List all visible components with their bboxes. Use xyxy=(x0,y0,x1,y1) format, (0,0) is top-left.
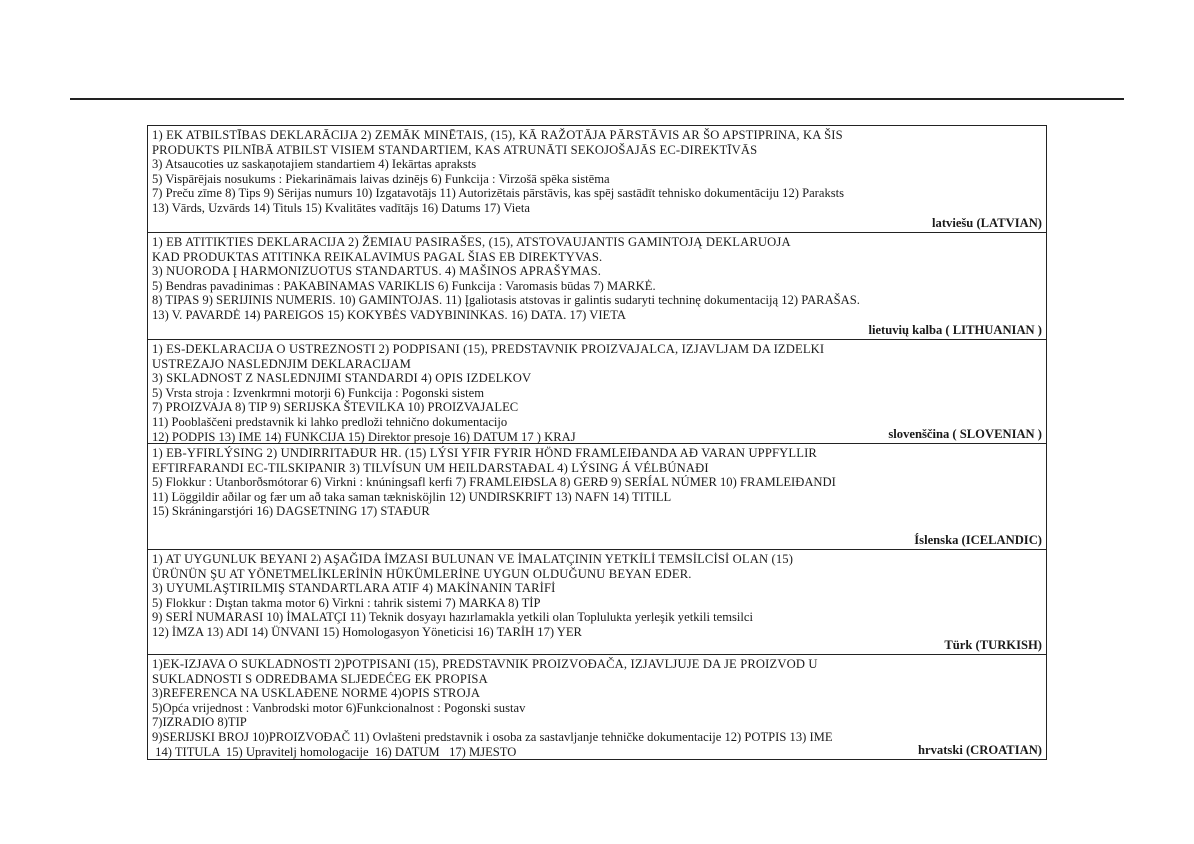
declaration-block-icelandic xyxy=(148,443,1046,549)
declaration-line: 12) İMZA 13) ADI 14) ÜNVANI 15) Homologasyon Yöneticisi 16) TARİH 17) YER xyxy=(152,624,582,639)
declaration-line: 3) Atsaucoties uz saskaņotajiem standartiem 4) Iekārtas apraksts xyxy=(152,157,477,172)
declaration-line: 1) ES-DEKLARACIJA O USTREZNOSTI 2) PODPISANI (15), PREDSTAVNIK PROIZVAJALCA, IZJAVLJAM DA IZDELKI xyxy=(152,342,825,356)
declaration-line: 7)IZRADIO 8)TIP xyxy=(152,715,247,730)
declaration-line: 1) AT UYGUNLUK BEYANI 2) AŞAĞIDA İMZASI BULUNAN VE İMALATÇININ YETKİLİ TEMSİLCİSİ OLAN (15) xyxy=(152,552,794,566)
declaration-block-latvian xyxy=(148,126,1046,232)
language-label: hrvatski (CROATIAN) xyxy=(918,743,1042,758)
declaration-block-croatian xyxy=(148,654,1046,759)
declaration-line: KAD PRODUKTAS ATITINKA REIKALAVIMUS PAGAL ŠIAS EB DIREKTYVAS. xyxy=(152,249,603,264)
declaration-line: 3)REFERENCA NA USKLAĐENE NORME 4)OPIS STROJA xyxy=(152,686,481,701)
language-label: latviešu (LATVIAN) xyxy=(932,216,1042,231)
declaration-block-slovenian xyxy=(148,339,1046,443)
declaration-line: 5) Bendras pavadinimas : PAKABINAMAS VARIKLIS 6) Funkcija : Varomasis būdas 7) MARKĖ. xyxy=(152,278,656,293)
declaration-line: 12) PODPIS 13) IME 14) FUNKCIJA 15) Direktor presoje 16) DATUM 17 ) KRAJ xyxy=(152,429,576,444)
declaration-line: USTREZAJO NASLEDNJIM DEKLARACIJAM xyxy=(152,356,411,371)
declaration-block-turkish xyxy=(148,549,1046,654)
declaration-line: 8) TIPAS 9) SERIJINIS NUMERIS. 10) GAMINTOJAS. 11) Įgaliotasis atstovas ir galintis sudaryti techninę dokumentaciją 12) PARAŠAS. xyxy=(152,293,860,308)
language-label: slovenščina ( SLOVENIAN ) xyxy=(888,427,1042,442)
declaration-line: 5) Flokkur : Utanborðsmótorar 6) Virkni : knúningsafl kerfi 7) FRAMLEIÐSLA 8) GERÐ 9) SERÍAL NÚMER 10) FRAMLEIÐANDI xyxy=(152,475,836,490)
declaration-line: 15) Skráningarstjóri 16) DAGSETNING 17) STAÐUR xyxy=(152,504,430,519)
declaration-line: 13) V. PAVARDĖ 14) PAREIGOS 15) KOKYBĖS VADYBININKAS. 16) DATA. 17) VIETA xyxy=(152,307,627,322)
declaration-line: 1) EK ATBILSTĪBAS DEKLARĀCIJA 2) ZEMĀK MINĒTAIS, (15), KĀ RAŽOTĀJA PĀRSTĀVIS AR ŠO APSTIPRINA, KA ŠIS xyxy=(152,128,843,142)
declaration-line: 3) NUORODA Į HARMONIZUOTUS STANDARTUS. 4) MAŠINOS APRAŠYMAS. xyxy=(152,264,602,279)
declaration-line: 3) SKLADNOST Z NASLEDNJIMI STANDARDI 4) OPIS IZDELKOV xyxy=(152,371,532,386)
declaration-line: 1) EB-YFIRLÝSING 2) UNDIRRITAÐUR HR. (15) LÝSI YFIR FYRIR HÖND FRAMLEIÐANDA AÐ VARAN UPPFYLLIR xyxy=(152,446,817,460)
language-label: Íslenska (ICELANDIC) xyxy=(914,533,1042,548)
declaration-table xyxy=(147,125,1047,760)
declaration-line: 9) SERİ NUMARASI 10) İMALATÇI 11) Teknik dosyayı hazırlamakla yetkili olan Toplulukta yerleşik yetkili temsilci xyxy=(152,610,754,625)
declaration-line: 5)Opća vrijednost : Vanbrodski motor 6)Funkcionalnost : Pogonski sustav xyxy=(152,700,526,715)
declaration-line: 11) Löggildir aðilar og fær um að taka saman tæknisköjlin 12) UNDIRSKRIFT 13) NAFN 14) TITILL xyxy=(152,489,672,504)
declaration-line: 7) PROIZVAJA 8) TIP 9) SERIJSKA ŠTEVILKA 10) PROIZVAJALEC xyxy=(152,400,519,415)
declaration-line: 3) UYUMLAŞTIRILMIŞ STANDARTLARA ATIF 4) MAKİNANIN TARİFİ xyxy=(152,581,556,596)
declaration-line: SUKLADNOSTI S ODREDBAMA SLJEDEĆEG EK PROPISA xyxy=(152,671,488,686)
declaration-block-lithuanian xyxy=(148,232,1046,339)
declaration-line: 13) Vārds, Uzvārds 14) Tituls 15) Kvalitātes vadītājs 16) Datums 17) Vieta xyxy=(152,200,530,215)
declaration-line: ÜRÜNÜN ŞU AT YÖNETMELİKLERİNİN HÜKÜMLERİNE UYGUN OLDUĞUNU BEYAN EDER. xyxy=(152,566,692,581)
header-rule xyxy=(70,98,1124,100)
declaration-line: 1) EB ATITIKTIES DEKLARACIJA 2) ŽEMIAU PASIRAŠES, (15), ATSTOVAUJANTIS GAMINTOJĄ DEKLARUOJA xyxy=(152,235,791,249)
declaration-line: 14) TITULA 15) Upravitelj homologacije 16) DATUM 17) MJESTO xyxy=(152,744,517,759)
declaration-line: 11) Pooblaščeni predstavnik ki lahko predloži tehnično dokumentacijo xyxy=(152,414,508,429)
declaration-line: PRODUKTS PILNĪBĀ ATBILST VISIEM STANDARTIEM, KAS ATRUNĀTI SEKOJOŠAJĀS EC-DIREKTĪVĀS xyxy=(152,142,758,157)
declaration-line: 9)SERIJSKI BROJ 10)PROIZVOĐAČ 11) Ovlašteni predstavnik i osoba za sastavljanje tehničke dokumentacije 12) POTPIS 13) IME xyxy=(152,729,833,744)
declaration-line: 5) Flokkur : Dıştan takma motor 6) Virkni : tahrik sistemi 7) MARKA 8) TİP xyxy=(152,595,541,610)
language-label: lietuvių kalba ( LITHUANIAN ) xyxy=(868,323,1042,338)
language-label: Türk (TURKISH) xyxy=(944,638,1042,653)
declaration-line: 5) Vrsta stroja : Izvenkrmni motorji 6) Funkcija : Pogonski sistem xyxy=(152,385,485,400)
declaration-line: EFTIRFARANDI EC-TILSKIPANIR 3) TILVÍSUN UM HEILDARSTAÐAL 4) LÝSING Á VÉLBÚNAÐI xyxy=(152,460,709,475)
declaration-line: 5) Vispārējais nosukums : Piekarināmais laivas dzinējs 6) Funkcija : Virzošā spēka sistēma xyxy=(152,171,610,186)
declaration-line: 7) Preču zīme 8) Tips 9) Sērijas numurs 10) Izgatavotājs 11) Autorizētais pārstāvis, kas spēj sastādīt tehnisko dokumentāciju 12) Paraksts xyxy=(152,186,845,201)
declaration-line: 1)EK-IZJAVA O SUKLADNOSTI 2)POTPISANI (15), PREDSTAVNIK PROIZVOĐAČA, IZJAVLJUJE DA JE PROIZVOD U xyxy=(152,657,818,671)
